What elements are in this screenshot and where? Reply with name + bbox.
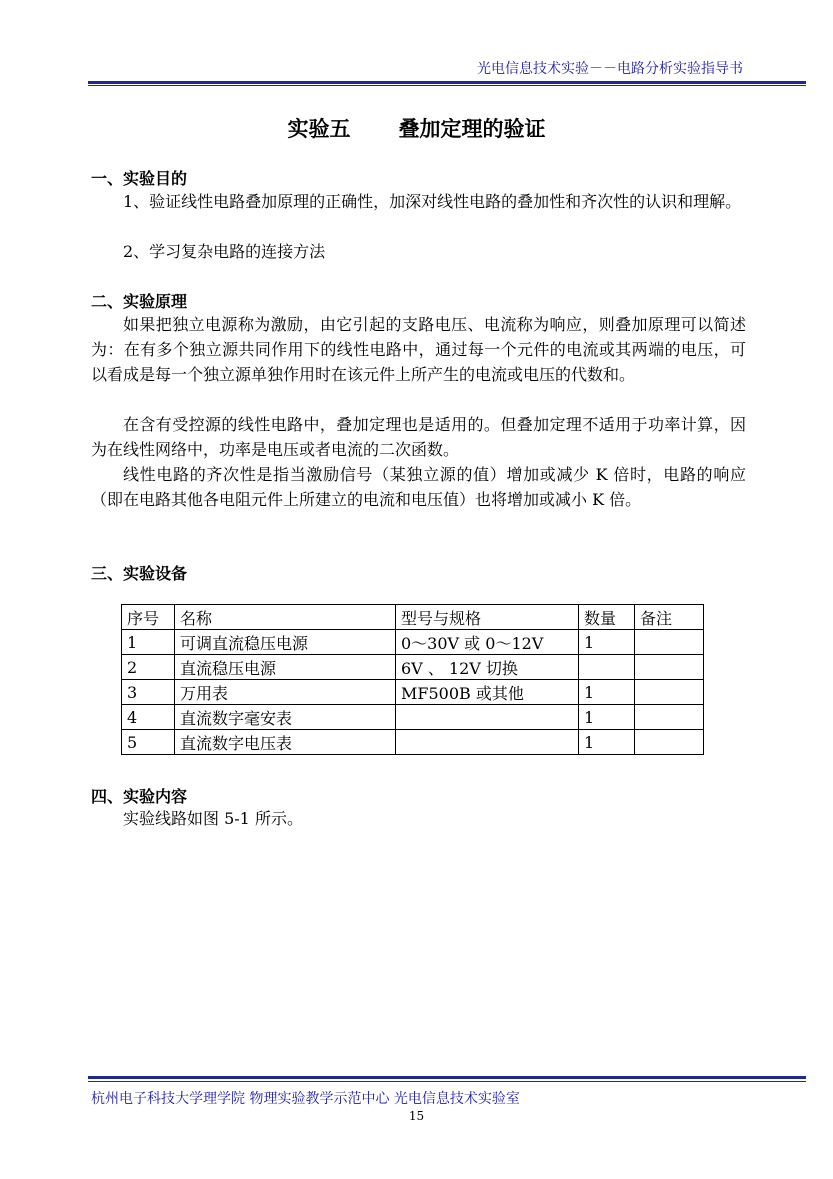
table-cell: 可调直流稳压电源 (175, 630, 396, 655)
section-equipment-heading: 三、实验设备 (91, 564, 188, 583)
footer-rule (88, 1076, 806, 1079)
running-title: 光电信息技术实验－－电路分析实验指导书 (477, 61, 743, 77)
table-cell (635, 630, 704, 655)
header-cell: 备注 (635, 605, 704, 630)
table-cell: 万用表 (175, 680, 396, 705)
table-cell: 1 (579, 730, 635, 755)
header-rule-thin (88, 85, 806, 86)
table-row (122, 705, 704, 730)
footer-rule-thin (88, 1081, 806, 1082)
header-cell: 序号 (122, 605, 175, 630)
table-row (122, 680, 704, 705)
header-rule (88, 81, 806, 84)
table-cell: 5 (122, 730, 175, 755)
table-cell: 6V 、 12V 切换 (396, 655, 579, 680)
page-number: 15 (408, 1109, 425, 1123)
table-header-row (122, 605, 704, 630)
header-cell: 型号与规格 (396, 605, 579, 630)
principle-paragraph-2: 在含有受控源的线性电路中，叠加定理也是适用的。但叠加定理不适用于功率计算，因为在线性网络中，功率是电压或者电流的二次函数。 (91, 415, 746, 459)
table-cell: 直流数字毫安表 (175, 705, 396, 730)
purpose-item-2: 2、学习复杂电路的连接方法 (123, 242, 326, 261)
experiment-number: 实验五 (287, 116, 351, 141)
table-cell: 1 (579, 680, 635, 705)
table-cell: 1 (122, 630, 175, 655)
table-cell: 直流数字电压表 (175, 730, 396, 755)
table-cell (635, 680, 704, 705)
content-paragraph-1: 实验线路如图 5-1 所示。 (123, 809, 303, 828)
table-cell: 1 (579, 705, 635, 730)
experiment-title (0, 113, 833, 143)
table-row (122, 630, 704, 655)
section-purpose-heading: 一、实验目的 (91, 169, 188, 188)
experiment-name: 叠加定理的验证 (398, 116, 546, 141)
principle-paragraph-3: 线性电路的齐次性是指当激励信号（某独立源的值）增加或减少 K 倍时，电路的响应（即在电路其他各电阻元件上所建立的电流和电压值）也将增加或减小 K 倍。 (91, 465, 746, 509)
table-cell (396, 730, 579, 755)
table-cell: 1 (579, 630, 635, 655)
table-row (122, 655, 704, 680)
table-cell: 直流稳压电源 (175, 655, 396, 680)
header-cell: 名称 (175, 605, 396, 630)
table-cell: 0～30V 或 0～12V (396, 630, 579, 655)
table-row (122, 730, 704, 755)
table-cell: 4 (122, 705, 175, 730)
table-cell: MF500B 或其他 (396, 680, 579, 705)
table-cell: 3 (122, 680, 175, 705)
header-cell: 数量 (579, 605, 635, 630)
table-cell (635, 730, 704, 755)
table-cell (635, 655, 704, 680)
equipment-table (121, 604, 704, 755)
section-content-heading: 四、实验内容 (91, 787, 188, 806)
section-principle-heading: 二、实验原理 (91, 292, 188, 311)
table-cell (635, 705, 704, 730)
table-cell (396, 705, 579, 730)
purpose-item-1: 1、验证线性电路叠加原理的正确性，加深对线性电路的叠加性和齐次性的认识和理解。 (123, 192, 742, 211)
principle-paragraph-1: 如果把独立电源称为激励，由它引起的支路电压、电流称为响应，则叠加原理可以简述为：在有多个独立源共同作用下的线性电路中，通过每一个元件的电流或其两端的电压，可以看成是每一个独立源单独作用时在该元件上所产生的电流或电压的代数和。 (91, 315, 746, 384)
table-cell: 2 (122, 655, 175, 680)
footer-institution: 杭州电子科技大学理学院 物理实验教学示范中心 光电信息技术实验室 (91, 1091, 520, 1107)
table-cell (579, 655, 635, 680)
